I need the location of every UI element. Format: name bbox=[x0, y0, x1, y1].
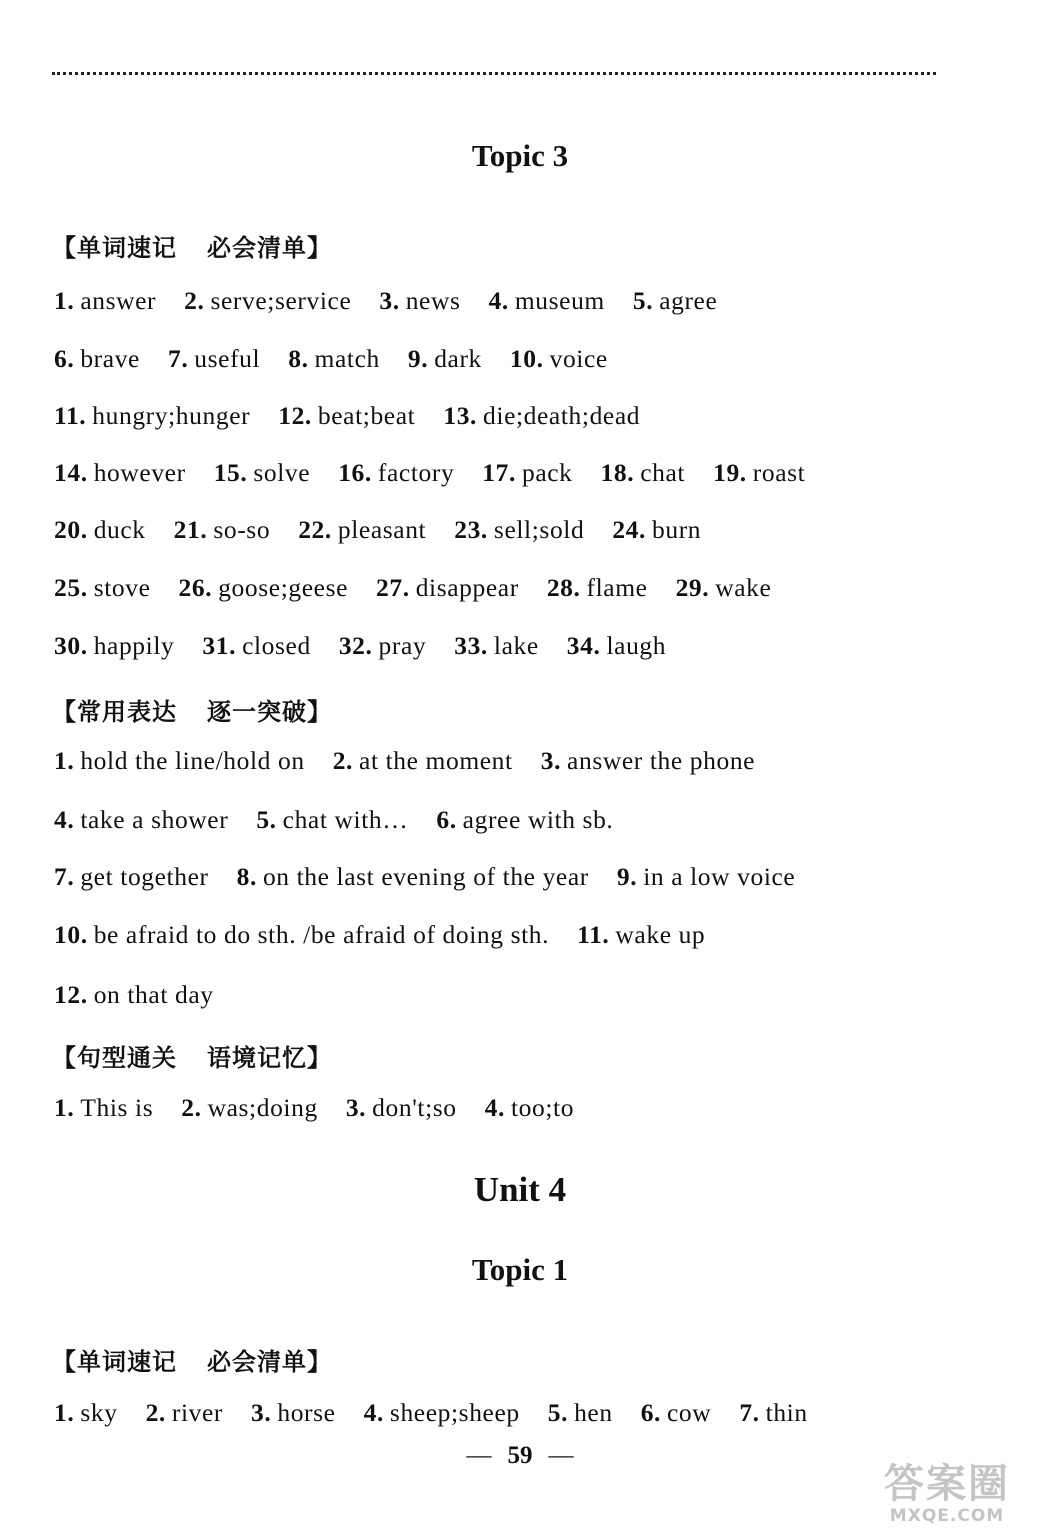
answer-number: 1. bbox=[54, 746, 75, 775]
answer-number: 6. bbox=[640, 1398, 662, 1427]
answer-text: burn bbox=[652, 515, 702, 544]
section-label-a: 【常用表达 bbox=[52, 698, 177, 726]
answer-text: flame bbox=[586, 573, 648, 602]
page-dash-right: — bbox=[548, 1442, 574, 1469]
answer-text: useful bbox=[194, 344, 261, 373]
answer-number: 1. bbox=[54, 286, 75, 315]
answer-number: 9. bbox=[407, 344, 429, 373]
answer-item bbox=[510, 344, 608, 374]
answer-item bbox=[54, 1093, 153, 1123]
answer-text: news bbox=[405, 286, 461, 315]
answer-number: 2. bbox=[145, 1398, 166, 1427]
answer-item bbox=[184, 286, 351, 316]
answer-text: match bbox=[314, 344, 380, 373]
answer-item bbox=[443, 401, 640, 431]
answer-number: 4. bbox=[488, 286, 509, 315]
answer-text: goose;geese bbox=[218, 573, 349, 602]
answer-text: take a shower bbox=[80, 805, 229, 834]
answer-number: 2. bbox=[332, 746, 354, 775]
answer-number: 21. bbox=[173, 515, 208, 544]
answer-row bbox=[54, 746, 783, 776]
answer-text: don't;so bbox=[372, 1093, 457, 1122]
answer-number: 34. bbox=[566, 631, 601, 660]
answer-item bbox=[298, 515, 426, 545]
answer-item bbox=[174, 515, 271, 545]
answer-row bbox=[54, 980, 242, 1010]
answer-row bbox=[54, 573, 799, 603]
answer-row bbox=[54, 286, 745, 316]
page-dash-left: — bbox=[466, 1442, 492, 1469]
answer-number: 8. bbox=[236, 862, 257, 891]
answer-text: be afraid to do sth. /be afraid of doing sth. bbox=[93, 920, 550, 949]
answer-number: 25. bbox=[54, 573, 88, 602]
answer-row bbox=[54, 458, 833, 488]
answer-number: 30. bbox=[54, 631, 88, 660]
answer-item bbox=[338, 458, 454, 488]
answer-text: thin bbox=[765, 1398, 808, 1427]
answer-text: stove bbox=[93, 573, 151, 602]
answer-text: pray bbox=[378, 631, 427, 660]
answer-number: 11. bbox=[54, 401, 87, 430]
answer-item bbox=[54, 573, 151, 603]
answer-item bbox=[454, 515, 584, 545]
answer-text: die;death;dead bbox=[483, 401, 641, 430]
answer-text: so-so bbox=[213, 515, 271, 544]
answer-text: hold the line/hold on bbox=[80, 746, 305, 775]
answer-number: 19. bbox=[713, 458, 747, 487]
answer-text: answer bbox=[80, 286, 157, 315]
answer-number: 24. bbox=[612, 515, 647, 544]
unit-topic-title: Topic 1 bbox=[471, 1252, 569, 1287]
watermark-bottom: MXQE.COM bbox=[889, 1506, 1005, 1526]
answer-text: chat with… bbox=[282, 805, 409, 834]
answer-text: was;doing bbox=[207, 1093, 318, 1122]
answer-text: on that day bbox=[93, 980, 214, 1009]
section-label-a: 【单词速记 bbox=[52, 234, 177, 262]
answer-item bbox=[237, 862, 589, 892]
answer-number: 29. bbox=[675, 573, 710, 602]
answer-number: 10. bbox=[54, 920, 88, 949]
answer-text: answer the phone bbox=[567, 746, 756, 775]
answer-number: 5. bbox=[547, 1398, 569, 1427]
answer-text: in a low voice bbox=[643, 862, 796, 891]
answer-number: 7. bbox=[739, 1398, 760, 1427]
answer-row bbox=[54, 515, 729, 545]
section-label-b: 必会清单】 bbox=[207, 234, 332, 262]
answer-item bbox=[54, 1398, 118, 1428]
section-label-b: 必会清单】 bbox=[207, 1348, 332, 1376]
answer-item bbox=[256, 805, 408, 835]
answer-text: agree bbox=[659, 286, 718, 315]
answer-item bbox=[346, 1093, 457, 1123]
answer-text: laugh bbox=[606, 631, 667, 660]
answer-item bbox=[633, 286, 718, 316]
answer-text: beat;beat bbox=[317, 401, 416, 430]
answer-item bbox=[54, 862, 209, 892]
answer-item bbox=[54, 631, 174, 661]
answer-item bbox=[214, 458, 311, 488]
answer-text: disappear bbox=[415, 573, 519, 602]
answer-row bbox=[54, 920, 733, 950]
answer-text: voice bbox=[549, 344, 608, 373]
answer-item bbox=[181, 1093, 318, 1123]
answer-item bbox=[617, 862, 795, 892]
answer-item bbox=[54, 805, 228, 835]
answer-number: 16. bbox=[338, 458, 372, 487]
answer-item bbox=[54, 515, 146, 545]
watermark-logo bbox=[862, 1462, 1032, 1530]
answer-number: 4. bbox=[363, 1398, 384, 1427]
answer-row bbox=[54, 1093, 602, 1123]
answer-item bbox=[278, 401, 415, 431]
answer-number: 7. bbox=[167, 344, 189, 373]
answer-text: hungry;hunger bbox=[92, 401, 251, 430]
answer-number: 12. bbox=[54, 980, 88, 1009]
answer-item bbox=[54, 401, 250, 431]
answer-number: 18. bbox=[600, 458, 635, 487]
watermark-top: 答案圈 bbox=[884, 1461, 1010, 1507]
answer-text: serve;service bbox=[210, 286, 352, 315]
answer-number: 1. bbox=[54, 1093, 75, 1122]
answer-item bbox=[641, 1398, 712, 1428]
section-vocab-heading bbox=[52, 228, 332, 263]
answer-text: agree with sb. bbox=[462, 805, 614, 834]
answer-row bbox=[54, 862, 823, 892]
answer-item bbox=[739, 1398, 807, 1428]
answer-item bbox=[251, 1398, 336, 1428]
answer-row bbox=[54, 344, 636, 374]
answer-number: 26. bbox=[178, 573, 213, 602]
answer-number: 4. bbox=[484, 1093, 505, 1122]
answer-number: 9. bbox=[616, 862, 638, 891]
answer-item bbox=[577, 920, 705, 950]
answer-item bbox=[54, 458, 186, 488]
section-label-b: 语境记忆】 bbox=[207, 1044, 332, 1072]
answer-item bbox=[54, 746, 305, 776]
answer-item bbox=[612, 515, 701, 545]
section-sentences-heading bbox=[52, 1038, 332, 1073]
answer-item bbox=[379, 286, 460, 316]
answer-item bbox=[541, 746, 755, 776]
answer-number: 22. bbox=[298, 515, 332, 544]
answer-item bbox=[364, 1398, 520, 1428]
answer-text: brave bbox=[80, 344, 140, 373]
unit-section-vocab-heading bbox=[52, 1342, 332, 1377]
answer-item bbox=[54, 920, 549, 950]
answer-row bbox=[54, 805, 641, 835]
answer-text: dark bbox=[434, 344, 482, 373]
answer-item bbox=[482, 458, 572, 488]
page-number-value: 59 bbox=[507, 1442, 533, 1469]
answer-item bbox=[333, 746, 513, 776]
answer-text: on the last evening of the year bbox=[262, 862, 589, 891]
answer-text: sell;sold bbox=[493, 515, 585, 544]
answer-text: solve bbox=[253, 458, 311, 487]
answer-text: too;to bbox=[510, 1093, 575, 1122]
answer-number: 5. bbox=[632, 286, 654, 315]
answer-number: 4. bbox=[54, 805, 75, 834]
answer-text: cow bbox=[667, 1398, 712, 1427]
answer-item bbox=[168, 344, 260, 374]
answer-text: lake bbox=[493, 631, 539, 660]
answer-item bbox=[376, 573, 519, 603]
answer-number: 28. bbox=[546, 573, 581, 602]
answer-text: sky bbox=[80, 1398, 118, 1427]
answer-number: 20. bbox=[54, 515, 88, 544]
answer-number: 6. bbox=[436, 805, 457, 834]
answer-text: get together bbox=[80, 862, 209, 891]
answer-number: 11. bbox=[577, 920, 610, 949]
answer-item bbox=[436, 805, 613, 835]
answer-item bbox=[601, 458, 686, 488]
answer-item bbox=[676, 573, 772, 603]
answer-item bbox=[713, 458, 805, 488]
answer-item bbox=[485, 1093, 574, 1123]
answer-number: 27. bbox=[376, 573, 410, 602]
answer-number: 2. bbox=[184, 286, 205, 315]
answer-number: 32. bbox=[338, 631, 373, 660]
answer-item bbox=[54, 980, 214, 1010]
section-expressions-heading bbox=[52, 692, 332, 727]
answer-number: 3. bbox=[379, 286, 400, 315]
answer-item bbox=[202, 631, 310, 661]
answer-item bbox=[339, 631, 426, 661]
answer-number: 6. bbox=[54, 344, 75, 373]
answer-number: 31. bbox=[202, 631, 237, 660]
answer-number: 1. bbox=[54, 1398, 75, 1427]
answer-item bbox=[548, 1398, 613, 1428]
unit-title: Unit 4 bbox=[473, 1170, 567, 1209]
answer-number: 3. bbox=[345, 1093, 367, 1122]
answer-text: closed bbox=[242, 631, 311, 660]
answer-number: 15. bbox=[213, 458, 248, 487]
answer-text: at the moment bbox=[359, 746, 513, 775]
answer-text: wake bbox=[715, 573, 772, 602]
answer-text: factory bbox=[377, 458, 455, 487]
answer-number: 2. bbox=[181, 1093, 202, 1122]
answer-item bbox=[146, 1398, 223, 1428]
answer-text: happily bbox=[93, 631, 175, 660]
answer-number: 8. bbox=[288, 344, 309, 373]
answer-item bbox=[288, 344, 380, 374]
answer-item bbox=[489, 286, 605, 316]
answer-text: duck bbox=[93, 515, 146, 544]
answer-row bbox=[54, 401, 668, 431]
answer-text: horse bbox=[277, 1398, 336, 1427]
answer-number: 17. bbox=[482, 458, 516, 487]
answer-text: roast bbox=[752, 458, 806, 487]
answer-number: 3. bbox=[251, 1398, 272, 1427]
answer-text: wake up bbox=[615, 920, 706, 949]
answer-text: pleasant bbox=[337, 515, 427, 544]
answer-text: pack bbox=[521, 458, 573, 487]
answer-number: 3. bbox=[540, 746, 562, 775]
answer-item bbox=[454, 631, 539, 661]
answer-number: 23. bbox=[454, 515, 488, 544]
answer-number: 10. bbox=[509, 344, 544, 373]
topic3-title: Topic 3 bbox=[471, 138, 569, 173]
section-label-b: 逐一突破】 bbox=[207, 698, 332, 726]
answer-item bbox=[408, 344, 482, 374]
answer-item bbox=[54, 344, 140, 374]
answer-number: 5. bbox=[256, 805, 277, 834]
answer-row bbox=[54, 631, 694, 661]
answer-row bbox=[54, 1398, 836, 1428]
answer-text: chat bbox=[640, 458, 686, 487]
answer-number: 13. bbox=[443, 401, 478, 430]
dotted-rule bbox=[52, 72, 936, 75]
answer-text: hen bbox=[574, 1398, 613, 1427]
answer-text: museum bbox=[514, 286, 605, 315]
answer-number: 7. bbox=[54, 862, 75, 891]
answer-item bbox=[547, 573, 648, 603]
section-label-a: 【单词速记 bbox=[52, 1348, 177, 1376]
answer-text: river bbox=[171, 1398, 224, 1427]
answer-number: 33. bbox=[454, 631, 488, 660]
answer-text: This is bbox=[80, 1093, 154, 1122]
answer-text: however bbox=[93, 458, 186, 487]
section-label-a: 【句型通关 bbox=[52, 1044, 177, 1072]
answer-item bbox=[54, 286, 156, 316]
answer-number: 14. bbox=[54, 458, 88, 487]
answer-item bbox=[179, 573, 349, 603]
answer-item bbox=[567, 631, 666, 661]
answer-text: sheep;sheep bbox=[389, 1398, 520, 1427]
answer-number: 12. bbox=[278, 401, 312, 430]
